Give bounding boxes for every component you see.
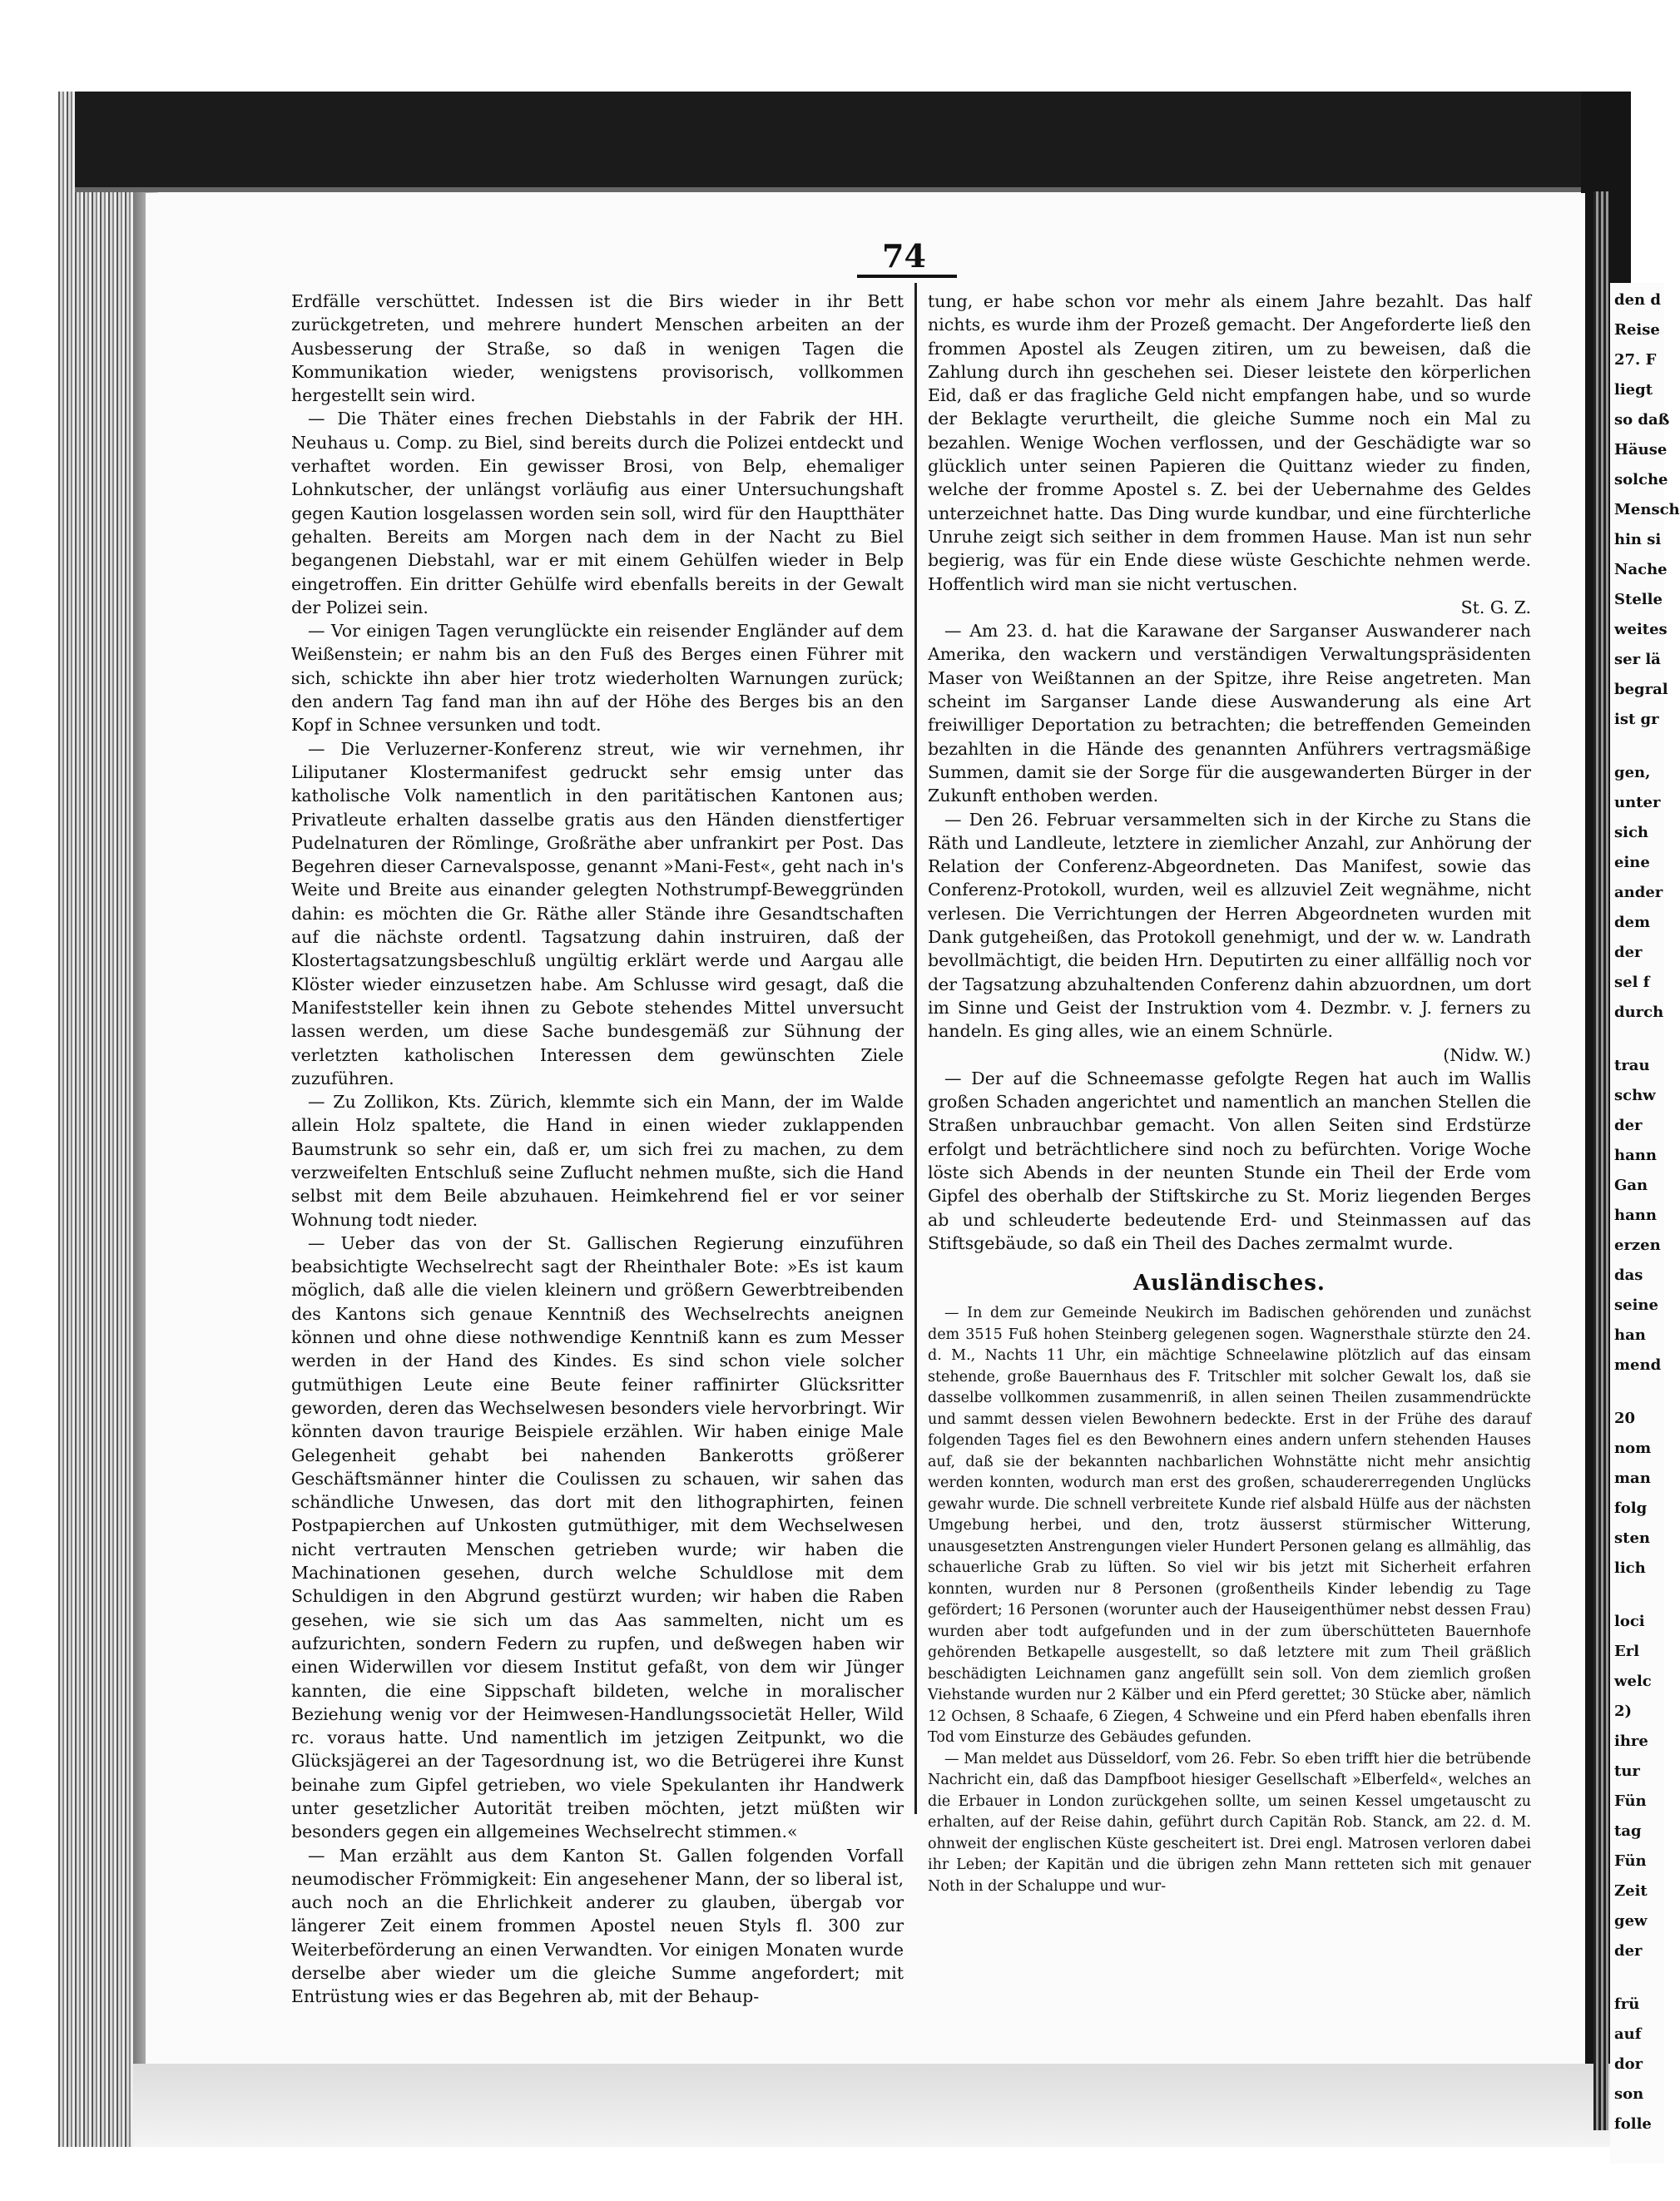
- next-page-fragment: hann: [1614, 1147, 1657, 1164]
- scan-top-border: [75, 92, 1598, 191]
- next-page-fragment: den d: [1614, 291, 1661, 309]
- article-konferenz: — Die Verluzerner-Konferenz streut, wie wir vernehmen, ihr Liliputaner Klostermanifest gedruckt sehr emsig unter das katholische Volk namentlich in den paritätischen Kantonen aus; Privatleute erhalten dasselbe gratis aus den Händen dienstfertiger Pudelnaturen der Römlinge, Großräthe aber unfrankirt per Post. Das Begehren dieser Carnevalsposse, genannt »Mani-Fest«, geht nach in's Weite und Breite aus einander gelegten Nothstrumpf-Beweggründen dahin: es möchten die Gr. Räthe aller Stände ihre Gesandtschaften auf die nächste ordentl. Tagsatzung dahin instruiren, daß der Klostertagsatzungsbeschluß ungültig erklärt werde und Aargau alle Klöster wieder einzusetzen habe. Am Schlusse wird gesagt, daß die Manifeststeller kein ihnen zu Gebote stehendes Mittel unversucht lassen werden, um diese Sache bundesgemäß zur Sühnung der verletzten katholischen Interessen dem gewünschten Ziele zuzuführen.: [291, 738, 904, 1088]
- article-duesseldorf: — Man meldet aus Düsseldorf, vom 26. Febr. So eben trifft hier die betrübende Nachricht ein, daß das Dampfboot hiesiger Gesellschaft »Elberfeld«, welches an die Erbauer in London zurückgehen sollte, um seinen Kessel umgetauscht zu erhalten, auf der Reise dahin, geführt durch Capitän Rob. Stanck, am 22. d. M. ohnweit der englischen Küste gescheitert ist. Drei engl. Matrosen verloren dabei ihr Leben; der Kapitän und die übrigen zehn Mann retteten sich mit genauer Noth in der Schaluppe und wur-: [928, 1750, 1531, 1895]
- page-number: 74: [882, 237, 926, 275]
- article-wechselrecht: — Ueber das von der St. Gallischen Regierung einzuführen beabsichtigte Wechselrecht sagt der Rheinthaler Bote: »Es ist kaum möglich, daß alle die vielen kleinern und größern Gewerbtreibenden des Kantons sich genaue Kenntniß des Wechselrechts aneignen können und ohne diese nothwendige Kenntniß kann es zum Messer werden in der Hand des Kindes. Es sind schon viele solcher gutmüthigen Leute eine Beute feiner raffinirter Glücksritter geworden, deren das Wechselwesen besonders viele hervorbringt. Wir könnten davon traurige Beispiele erzählen. Wir haben einige Male Gelegenheit gehabt bei nahenden Bankerotts größerer Geschäftsmänner hinter die Coulissen zu schauen, wir sahen das schändliche Unwesen, das dort mit den lithographirten, feinen Postpapierchen auf Unkosten gutmüthiger, mit dem Wechselwesen nicht vertrauten Menschen getrieben wurde; wir haben die Machinationen gesehen, durch welche Schuldlose mit dem Schuldigen in den Abgrund gestürzt wurden; wir haben die Raben gesehen, wie sie sich um das Aas sammelten, nicht um es aufzurichten, sondern Federn zu rupfen, und deßwegen haben wir einen Widerwillen vor diesem Institut gefaßt, von dem wir Jünger kannten, die eine Sippschaft bildeten, welche in moralischer Beziehung wenig vor der Heimwesen-Handlungssocietät Heller, Wild rc. voraus hatte. Und namentlich im jetzigen Zeitpunkt, wo die Glücksjägerei an der Tagesordnung ist, wo die Betrügerei ihre Kunst beinahe zum Gipfel getrieben, wo viele Spekulanten ihr Handwerk unter gesetzlicher Autorität treiben möchten, jetzt müßten wir besonders gegen ein allgemeines Wechselrecht stimmen.«: [291, 1232, 904, 1842]
- next-page-fragment: Erl: [1614, 1643, 1640, 1660]
- left-column: [291, 290, 904, 2009]
- article-neukirch: — In dem zur Gemeinde Neukirch im Badischen gehörenden und zunächst dem 3515 Fuß hohen Steinberg gelegenen sogen. Wagnersthale stürzte den 24. d. M., Nachts 11 Uhr, ein mächtige Schneelawine plötzlich auf das einsam stehende, große Bauernhaus des F. Tritschler mit solcher Gewalt los, daß sie dasselbe vollkommen zusammenriß, in allen seinen Theilen zusammendrückte und sammt dessen vielen Bewohnern bedeckte. Erst in der Frühe des darauf folgenden Tages fiel es den Bewohnern eines andern unfern stehenden Hauses auf, daß sie der bekannten nachbarlichen Wohnstätte nicht mehr ansichtig werden konnten, wodurch man erst des großen, schaudererregenden Unglücks gewahr wurde. Die schnell verbreitete Kunde rief alsbald Hülfe aus der nächsten Umgebung herbei, und den, trotz äusserst stürmischer Witterung, unausgesetzten Anstrengungen vieler Hundert Personen gelang es allmählig, das schauerliche Grab zu lüften. So viel wir bis jetzt mit Sicherheit erfahren konnten, wurden nur 8 Personen (großentheils Kinder lebendig zu Tage gefördert; 16 Personen (worunter auch der Hauseigenthümer nebst dessen Frau) wurden aber todt aufgefunden und in der zum überschütteten Bauernhofe gehörenden Betkapelle ausgestellt, so daß letztere mit zum Theil gräßlich beschädigten Leichnamen ganz angefüllt sein soll. Von dem ziemlich großen Viehstande wurden nur 2 Kälber und ein Pferd gerettet; 30 Stücke aber, nämlich 12 Ochsen, 8 Schaafe, 6 Ziegen, 4 Schweine und ein Pferd haben ebenfalls ihren Tod vom Einsturze des Gebäudes gefunden.: [928, 1305, 1531, 1747]
- next-page-fragment: unter: [1614, 794, 1661, 811]
- next-page-fragment: der: [1614, 1117, 1643, 1134]
- next-page-fragment: ander: [1614, 884, 1663, 901]
- next-page-fragment: sich: [1614, 824, 1649, 841]
- next-page-fragment: ser lä: [1614, 651, 1661, 668]
- next-page-fragment: der: [1614, 1942, 1643, 1960]
- next-page-fragment: trau: [1614, 1057, 1650, 1074]
- next-page-fragment: son: [1614, 2085, 1644, 2103]
- next-page-fragment: mend: [1614, 1356, 1662, 1374]
- next-page-fragment: Fün: [1614, 1792, 1647, 1810]
- next-page-fragment: so daß: [1614, 411, 1670, 429]
- article-stans: — Den 26. Februar versammelten sich in der Kirche zu Stans die Räth und Landleute, letztere in ziemlicher Anzahl, zur Anhörung der Relation der Conferenz-Abgeordneten. Das Manifest, sowie das Conferenz-Protokoll, wurden, weil es allzuviel Zeit wegnähme, nicht verlesen. Die Verrichtungen der Herren Abgeordneten wurden mit Dank gutgeheißen, das Protokoll genehmigt, und der w. w. Landrath bevollmächtigt, die beiden Hrn. Deputirten zu einer allfällig noch vor der Tagsatzung abzuhaltenden Conferenz dahin abzuordnen, um dort im Sinne und Geist der Instruktion vom 4. Dezmbr. v. J. ferners zu handeln. Es ging alles, wie an einem Schnürle.: [928, 809, 1531, 1042]
- next-page-fragment: liegt: [1614, 381, 1653, 399]
- next-page-fragment: Stelle: [1614, 591, 1663, 608]
- next-page-fragment: sel f: [1614, 974, 1650, 991]
- next-page-fragment: solche: [1614, 471, 1668, 488]
- page-number-rule: [857, 275, 957, 278]
- article-biel-theft: — Die Thäter eines frechen Diebstahls in der Fabrik der HH. Neuhaus u. Comp. zu Biel, sind bereits durch die Polizei entdeckt und verhaftet worden. Ein gewisser Brosi, von Belp, ehemaliger Lohnkutscher, der unlängst vorläufig aus einer Untersuchungshaft gegen Kaution losgelassen worden sein soll, wird für den Hauptthäter gehalten. Bereits am Morgen nach dem in der Nacht zu Biel begangenen Diebstahl, war er mit einem Gehülfen wieder in Belp eingetroffen. Ein dritter Gehülfe wird ebenfalls bereits in der Gewalt der Polizei sein.: [291, 409, 904, 617]
- next-page-fragment: Häuse: [1614, 441, 1668, 459]
- article-wallis: — Der auf die Schneemasse gefolgte Regen hat auch im Wallis großen Schaden angerichtet und namentlich an manchen Stellen die Straßen unbrauchbar gemacht. Von allen Seiten sind Erdstürze erfolgt und beträchtlichere sind noch zu befürchten. Vorige Woche löste sich Abends in der neunten Stunde ein Theil der Erde vom Gipfel des oberhalb der Stiftskirche zu St. Moriz liegenden Berges ab und schleuderte bedeutende Erd- und Steinmassen auf das Stiftsgebäude, so daß ein Theil des Daches zermalmt wurde.: [928, 1068, 1531, 1253]
- next-page-fragment: loci: [1614, 1613, 1645, 1630]
- signature-nidw-w: (Nidw. W.): [1443, 1044, 1531, 1065]
- page-bottom-shade: [133, 2064, 1614, 2147]
- article-zollikon: — Zu Zollikon, Kts. Zürich, klemmte sich ein Mann, der im Walde allein Holz spaltete, die Hand in einen wieder zuklappenden Baumstrunk so sehr ein, daß er, um sich frei zu machen, zu dem verzweifelten Entschluß seine Zuflucht nehmen mußte, sich die Hand selbst mit dem Beile abzuhauen. Heimkehrend fiel er vor seiner Wohnung todt nieder.: [291, 1092, 904, 1230]
- next-page-fragment: auf: [1614, 2025, 1642, 2043]
- next-page-fragment: eine: [1614, 854, 1650, 871]
- next-page-fragment: Reise: [1614, 321, 1660, 339]
- next-page-fragment: weites: [1614, 621, 1668, 638]
- next-page-fragment: hin si: [1614, 531, 1662, 548]
- article-weissenstein: — Vor einigen Tagen verunglückte ein reisender Engländer auf dem Weißenstein; er nahm bis an den Fuß des Berges einen Führer mit sich, schickte ihn aber hier trotz wiederholten Warnungen zurück; den andern Tag fand man ihn auf der Höhe des Berges bis an den Kopf in Schnee versunken und todt.: [291, 621, 904, 736]
- next-page-fragment: han: [1614, 1326, 1646, 1344]
- next-page-fragment: ihre: [1614, 1733, 1648, 1750]
- scan-top-edge: [75, 187, 1581, 192]
- next-page-fragment: hann: [1614, 1207, 1657, 1224]
- next-page-fragment: frü: [1614, 1995, 1640, 2013]
- next-page-fragment: gen,: [1614, 764, 1651, 781]
- next-page-fragment: 27. F: [1614, 351, 1657, 369]
- next-page-fragment: tag: [1614, 1822, 1642, 1840]
- next-page-fragment: schw: [1614, 1087, 1656, 1104]
- next-page-fragment: Fün: [1614, 1852, 1647, 1870]
- next-page-fragment: ist gr: [1614, 711, 1659, 728]
- article-apostel-cont: tung, er habe schon vor mehr als einem Jahre bezahlt. Das half nichts, es wurde ihm der Prozeß gemacht. Der Angeforderte ließ den frommen Apostel als Zeugen zitiren, um zu beweisen, daß die Zahlung durch ihn geschehen sei. Dieser leistete den körperlichen Eid, daß er das fragliche Geld nicht empfangen habe, und so wurde der Beklagte verurtheilt, die gleiche Summe noch ein Mal zu bezahlen. Wenige Wochen verflossen, und der Geschädigte war so glücklich unter seinen Papieren die Quittanz wieder zu finden, welche der fromme Apostel s. Z. bei der Uebernahme des Geldes unterzeichnet hatte. Das Ding wurde kundbar, und eine fürchterliche Unruhe zeigt sich seither in dem frommen Hause. Man ist nun sehr begierig, was für ein Ende diese wüste Geschichte nehmen werde. Hoffentlich wird man sie nicht vertuschen.: [928, 291, 1531, 594]
- next-page-fragment: seine: [1614, 1296, 1658, 1314]
- next-page-fragment: das: [1614, 1267, 1643, 1284]
- next-page-fragment: dem: [1614, 914, 1651, 931]
- next-page-fragment: tur: [1614, 1762, 1640, 1780]
- next-page-fragment: Gan: [1614, 1177, 1648, 1194]
- next-page-fragment: der: [1614, 944, 1643, 961]
- article-birs: Erdfälle verschüttet. Indessen ist die Birs wieder in ihr Bett zurückgetreten, und mehrere hundert Menschen arbeiten an der Ausbesserung der Straße, so daß in wenigen Tagen die Kommunikation wieder, wenigstens provisorisch, vollkommen hergestellt sein wird.: [291, 291, 904, 406]
- article-st-gallen: — Man erzählt aus dem Kanton St. Gallen folgenden Vorfall neumodischer Frömmigkeit: Ein angesehener Mann, der so liberal ist, auch noch an die Ehrlichkeit anderer zu glauben, übergab vor längerer Zeit einem frommen Apostel neuen Styls fl. 300 zur Weiterbeförderung an einen Verwandten. Vor einigen Monaten wurde derselbe aber wieder um die gleiche Summe angefordert; mit Entrüstung wies er das Begehren ab, mit der Behaup-: [291, 1845, 904, 2007]
- next-page-fragment: man: [1614, 1470, 1651, 1487]
- book-page-edges: [58, 92, 141, 2147]
- next-page-fragment: erzen: [1614, 1237, 1661, 1254]
- next-page-fragment: nom: [1614, 1440, 1652, 1457]
- next-page-fragment: folle: [1614, 2115, 1652, 2133]
- next-page-fragment: Nache: [1614, 561, 1668, 578]
- next-page-fragment: gew: [1614, 1912, 1648, 1930]
- next-page-fragment: 20: [1614, 1410, 1636, 1427]
- right-column: [928, 290, 1531, 1897]
- next-page-fragment: durch: [1614, 1004, 1664, 1021]
- next-page-fragment: begral: [1614, 681, 1668, 698]
- next-page-fragment: lich: [1614, 1559, 1646, 1577]
- next-page-fragment: Mensch: [1614, 501, 1680, 518]
- book-gutter: [1593, 191, 1608, 2130]
- next-page-fragment: 2): [1614, 1703, 1633, 1720]
- column-divider: [914, 283, 917, 1814]
- next-page-fragment: Zeit: [1614, 1882, 1648, 1900]
- section-heading-auslaendisches: Ausländisches.: [1132, 1271, 1326, 1296]
- article-sarganser: — Am 23. d. hat die Karawane der Sarganser Auswanderer nach Amerika, den wackern und verständigen Verwaltungspräsidenten Maser von Weißtannen an der Spitze, ihre Reise angetreten. Man scheint im Sarganser Lande diese Auswanderung als eine Art freiwilliger Deportation zu betrachten; die betreffenden Gemeinden bezahlten in die Hände des genannten Anführers vertragsmäßige Summen, damit sie der Sorge für die ausgewanderten Bürger in der Zukunft enthoben werden.: [928, 621, 1531, 806]
- next-page-fragment: folg: [1614, 1500, 1648, 1517]
- next-page-fragment: dor: [1614, 2055, 1643, 2073]
- signature-st-g-z: St. G. Z.: [1460, 597, 1531, 617]
- next-page-fragment: sten: [1614, 1529, 1650, 1547]
- next-page-fragment: welc: [1614, 1673, 1652, 1690]
